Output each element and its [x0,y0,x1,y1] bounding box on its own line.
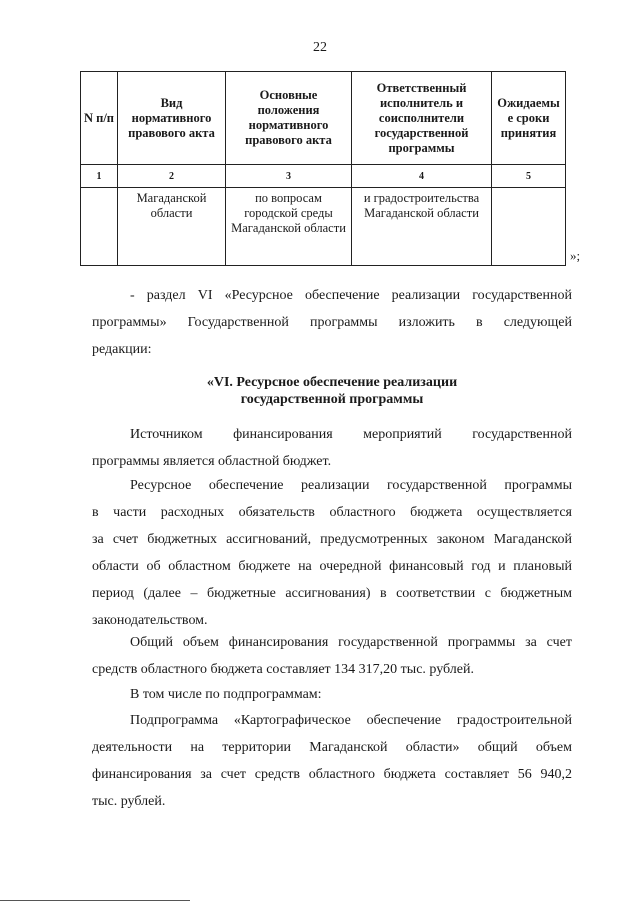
text-line: - раздел VI «Ресурсное обеспечение реализации государственной [130,288,572,303]
column-number: 4 [352,165,492,188]
paragraph-total-funding [92,629,572,683]
footer-divider [0,900,190,901]
table-header-row [81,72,566,165]
text-line: в части расходных обязательств областного бюджета осуществляется [92,505,572,520]
text-line: программы» Государственной программы изложить в следующей [92,315,572,330]
text-line: В том числе по подпрограммам: [130,687,322,702]
legal-acts-table [80,71,566,266]
text-line: программы является областной бюджет. [92,454,332,469]
header-responsible: Ответственный исполнитель и соисполнители государственной программы [352,72,492,165]
closing-quote: »; [570,248,581,263]
header-number: N п/п [81,72,118,165]
table-row [81,188,566,266]
text-line: редакции: [92,342,152,357]
table-cell: по вопросам городской среды Магаданской области [226,188,352,266]
intro-paragraph [92,282,572,363]
paragraph-funding-source [92,421,572,475]
section-title-line: «VI. Ресурсное обеспечение реализации [206,375,458,390]
table-cell [492,188,566,266]
text-line: Общий объем финансирования государственной программы за счет [130,635,572,650]
column-number: 1 [81,165,118,188]
page-number: 22 [313,40,327,55]
text-line: области об областном бюджете на очередной финансовый год и плановый [92,559,572,574]
text-line: Подпрограмма «Картографическое обеспечение градостроительной [130,713,572,728]
table-cell: и градостроительства Магаданской области [352,188,492,266]
text-line: Источником финансирования мероприятий государственной [130,427,572,442]
text-line: деятельности на территории Магаданской области» общий объем [92,740,572,755]
section-title-line: государственной программы [240,392,424,407]
column-number: 3 [226,165,352,188]
section-title [92,374,572,408]
text-line: Ресурсное обеспечение реализации государственной программы [130,478,572,493]
paragraph-cartography-subprogram [92,707,572,815]
header-main-provisions: Основные положения нормативного правового акта [226,72,352,165]
column-number: 2 [118,165,226,188]
header-act-type: Вид нормативного правового акта [118,72,226,165]
table-cell [81,188,118,266]
column-number: 5 [492,165,566,188]
paragraph-resource-provision [92,472,572,634]
text-line: период (далее – бюджетные ассигнования) в соответствии с бюджетным [92,586,572,601]
text-line: законодательством. [92,613,208,628]
text-line: тыс. рублей. [92,794,166,809]
table-cell: Магаданской области [118,188,226,266]
table-column-numbers-row [81,165,566,188]
text-line: средств областного бюджета составляет 134 317,20 тыс. рублей. [92,662,474,677]
text-line: финансирования за счет средств областного бюджета составляет 56 940,2 [92,767,572,782]
paragraph-subprograms-intro [92,681,572,708]
header-expected-dates: Ожидаемы е сроки принятия [492,72,566,165]
text-line: за счет бюджетных ассигнований, предусмотренных законом Магаданской [92,532,572,547]
